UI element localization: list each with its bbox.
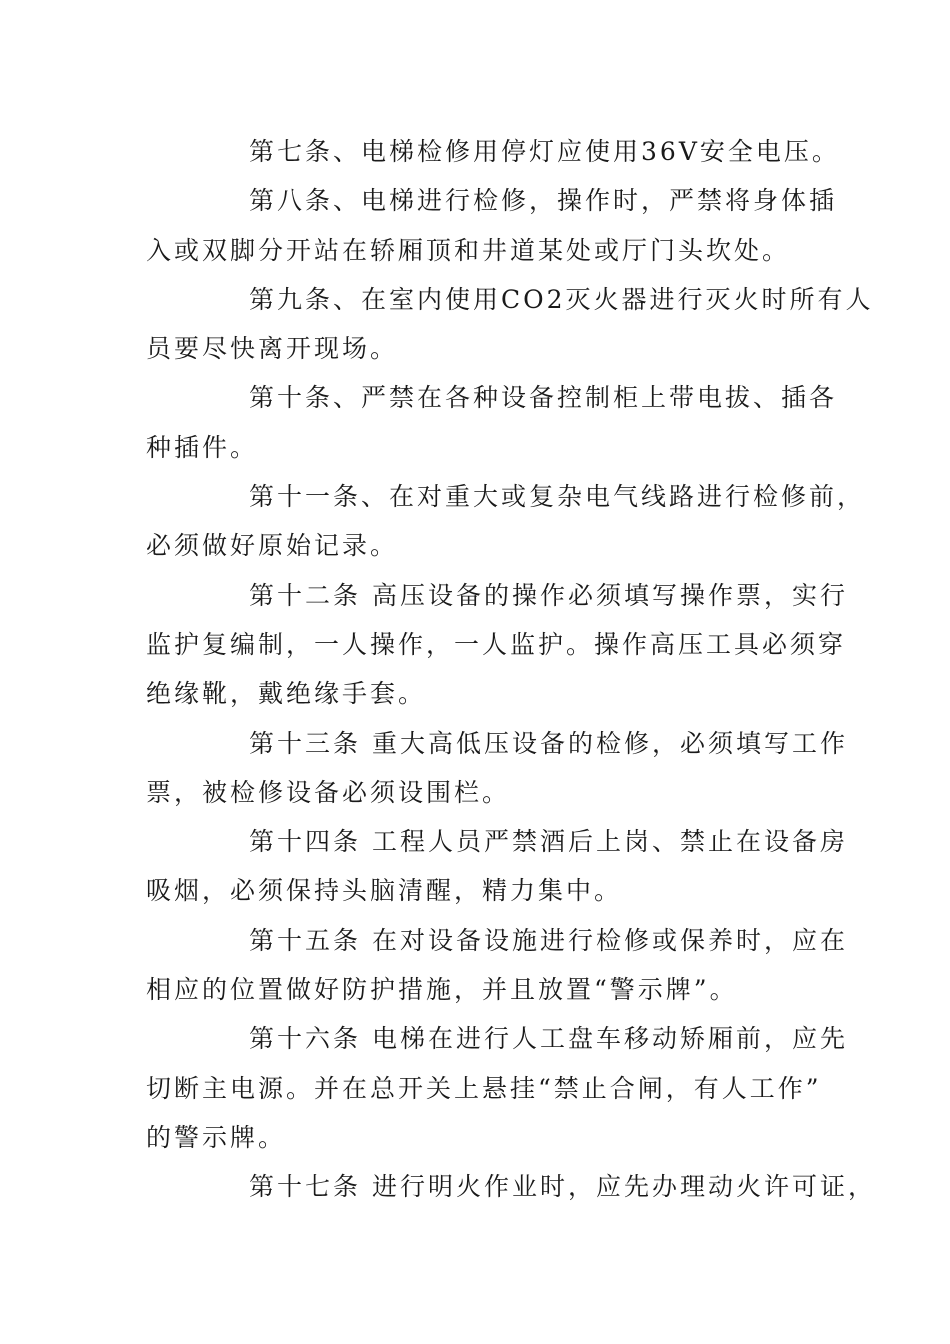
article-14-line-1: 第十四条 工程人员严禁酒后上岗、禁止在设备房 [249,827,848,857]
article-8-line-1: 第八条、电梯进行检修，操作时，严禁将身体插 [249,186,838,216]
article-10-line-1: 第十条、严禁在各种设备控制柜上带电拔、插各 [249,383,838,413]
article-15-line-1: 第十五条 在对设备设施进行检修或保养时，应在 [249,925,848,955]
article-15-line-2: 相应的位置做好防护措施，并且放置“警示牌”。 [146,975,738,1005]
article-16-line-1: 第十六条 电梯在进行人工盘车移动矫厢前，应先 [249,1024,848,1054]
article-11-line-2: 必须做好原始记录。 [146,531,399,561]
article-12-line-3: 绝缘靴，戴绝缘手套。 [146,679,427,709]
article-8-line-2: 入或双脚分开站在轿厢顶和井道某处或厅门头坎处。 [146,235,791,265]
body-text [146,127,876,1212]
article-13-line-2: 票，被检修设备必须设围栏。 [146,777,511,807]
article-7-line-1: 第七条、电梯检修用停灯应使用36V安全电压。 [249,137,840,166]
article-12-line-2: 监护复编制，一人操作，一人监护。操作高压工具必须穿 [146,629,847,659]
article-9-line-1: 第九条、在室内使用CO2灭火器进行灭火时所有人 [249,284,874,314]
article-13-line-1: 第十三条 重大高低压设备的检修，必须填写工作 [249,728,848,758]
article-12-line-1: 第十二条 高压设备的操作必须填写操作票，实行 [249,580,848,610]
article-9-line-2: 员要尽快离开现场。 [146,334,399,364]
article-14-line-2: 吸烟，必须保持头脑清醒，精力集中。 [146,876,623,906]
article-17-line-1: 第十七条 进行明火作业时，应先办理动火许可证， [249,1172,876,1202]
article-16-line-3: 的警示牌。 [146,1122,287,1152]
article-10-line-2: 种插件。 [146,432,259,462]
article-11-line-1: 第十一条、在对重大或复杂电气线路进行检修前， [249,482,866,512]
article-16-line-2: 切断主电源。并在总开关上悬挂“禁止合闸，有人工作” [146,1073,822,1103]
